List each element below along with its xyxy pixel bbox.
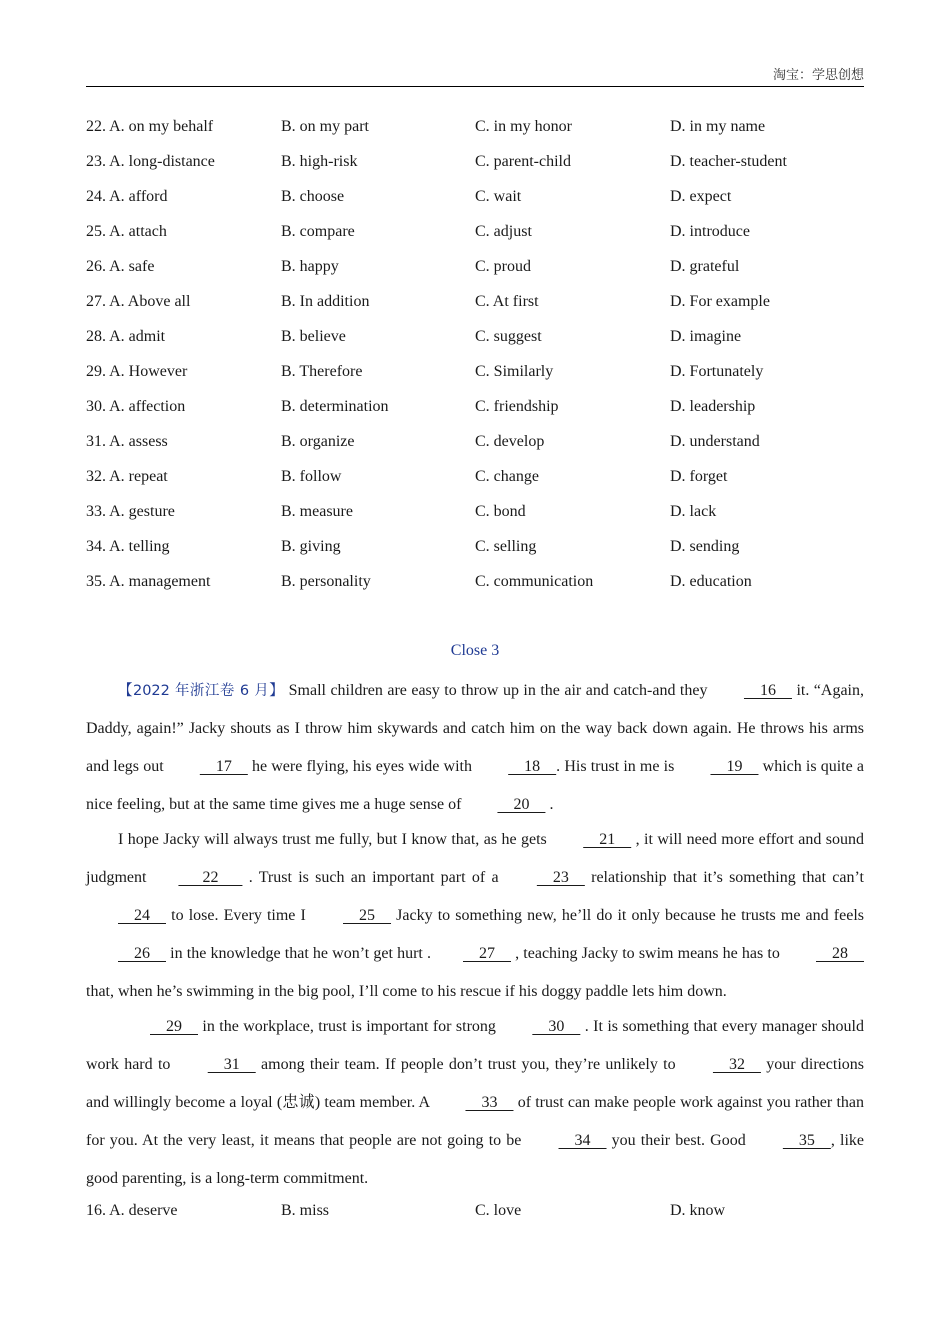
paragraph-2 xyxy=(86,821,864,1011)
option-choice: C. wait xyxy=(475,188,522,205)
passage-text: you their best. Good xyxy=(606,1132,751,1149)
option-choice: C. parent-child xyxy=(475,153,571,170)
option-choice: D. teacher-student xyxy=(670,153,787,170)
blank-slot: 22 xyxy=(178,869,243,886)
blank-slot: 17 xyxy=(199,758,248,775)
option-row xyxy=(86,571,886,593)
passage-text: which is quite a nice feeling, but at the same time gives me a huge sense of xyxy=(86,758,864,813)
option-choice: D. grateful xyxy=(670,258,740,275)
blank-slot: 33 xyxy=(465,1094,514,1111)
passage-text: to lose. Every time I xyxy=(166,907,312,924)
option-choice: B. happy xyxy=(281,258,339,275)
option-choice: C. At first xyxy=(475,293,539,310)
option-choice: C. develop xyxy=(475,433,545,450)
blank-slot: 31 xyxy=(207,1056,256,1073)
option-choice: B. determination xyxy=(281,398,389,415)
option-choice: C. friendship xyxy=(475,398,559,415)
option-choice: B. organize xyxy=(281,433,355,450)
option-choice: B. follow xyxy=(281,468,342,485)
passage-text: it. “Again, Daddy, again!” Jacky shouts as I throw him skywards and catch him on the way back down again. He throws his arms and legs out xyxy=(86,682,865,775)
option-choice: C. in my honor xyxy=(475,118,572,135)
blank-slot: 32 xyxy=(712,1056,761,1073)
option-choice: 24. A. afford xyxy=(86,188,168,205)
passage-text: . Trust is such an important part of a xyxy=(242,869,505,886)
option-row xyxy=(86,431,886,453)
option-choice: D. lack xyxy=(670,503,717,520)
option-choice: D. leadership xyxy=(670,398,756,415)
option-choice: 26. A. safe xyxy=(86,258,155,275)
passage-text: your directions and willingly become a loyal (忠诚) team member. A xyxy=(86,1056,864,1111)
blank-slot: 19 xyxy=(710,758,759,775)
option-row xyxy=(86,326,886,348)
option-choice: B. miss xyxy=(281,1202,330,1219)
blank-slot: 26 xyxy=(118,945,166,962)
option-choice: C. selling xyxy=(475,538,537,555)
option-choice: 30. A. affection xyxy=(86,398,186,415)
option-choice: C. change xyxy=(475,468,539,485)
passage-text: he were flying, his eyes wide with xyxy=(247,758,477,775)
section-title: Close 3 xyxy=(450,642,500,659)
option-row xyxy=(86,256,886,278)
option-choice: D. expect xyxy=(670,188,732,205)
paragraph-1 xyxy=(86,672,864,824)
blank-slot: 21 xyxy=(583,831,632,848)
option-choice: 31. A. assess xyxy=(86,433,168,450)
passage-text: in the knowledge that he won’t get hurt . xyxy=(166,945,431,962)
option-choice: C. suggest xyxy=(475,328,542,345)
passage-text: Jacky to something new, he’ll do it only because he trusts me and feels xyxy=(391,907,864,924)
option-row xyxy=(86,116,886,138)
blank-slot: 35 xyxy=(782,1132,831,1149)
option-choice: B. personality xyxy=(281,573,371,590)
passage-text: . xyxy=(545,796,554,813)
option-choice: D. introduce xyxy=(670,223,750,240)
exam-tag: 【2022 年浙江卷 6 月】 xyxy=(118,683,285,699)
option-choice: 29. A. However xyxy=(86,363,188,380)
option-choice: 22. A. on my behalf xyxy=(86,118,214,135)
option-row xyxy=(86,291,886,313)
passage-text: relationship that it’s something that can’t xyxy=(584,869,864,886)
option-choice: B. In addition xyxy=(281,293,370,310)
option-choice: D. imagine xyxy=(670,328,742,345)
passage-text: . His trust in me is xyxy=(556,758,679,775)
option-choice: 33. A. gesture xyxy=(86,503,175,520)
option-choice: 28. A. admit xyxy=(86,328,166,345)
option-choice: B. believe xyxy=(281,328,346,345)
passage-text: Small children are easy to throw up in the air and catch-and they xyxy=(284,682,712,699)
blank-slot: 24 xyxy=(118,907,166,924)
blank-slot: 30 xyxy=(532,1018,581,1035)
option-choice: B. on my part xyxy=(281,118,369,135)
option-row xyxy=(86,151,886,173)
option-row xyxy=(86,396,886,418)
option-choice: B. high-risk xyxy=(281,153,358,170)
blank-slot: 23 xyxy=(536,869,585,886)
option-choice: C. love xyxy=(475,1202,522,1219)
blank-slot: 29 xyxy=(150,1018,198,1035)
option-choice: B. Therefore xyxy=(281,363,363,380)
option-choice: D. know xyxy=(670,1202,726,1219)
option-choice: 16. A. deserve xyxy=(86,1202,178,1219)
passage-text: , teaching Jacky to swim means he has to xyxy=(511,945,784,962)
option-choice: B. giving xyxy=(281,538,341,555)
option-choice: 34. A. telling xyxy=(86,538,170,555)
blank-slot: 27 xyxy=(463,945,511,962)
option-row xyxy=(86,1200,886,1222)
option-choice: B. choose xyxy=(281,188,345,205)
option-row xyxy=(86,361,886,383)
option-choice: B. compare xyxy=(281,223,355,240)
passage-text: in the workplace, trust is important for strong xyxy=(198,1018,501,1035)
option-row xyxy=(86,186,886,208)
option-choice: C. communication xyxy=(475,573,594,590)
passage-text: among their team. If people don’t trust you, they’re unlikely to xyxy=(255,1056,681,1073)
option-choice: D. education xyxy=(670,573,752,590)
option-row xyxy=(86,221,886,243)
option-choice: D. sending xyxy=(670,538,740,555)
option-choice: 32. A. repeat xyxy=(86,468,168,485)
passage xyxy=(86,672,864,1195)
option-choice: D. understand xyxy=(670,433,760,450)
option-choice: 23. A. long-distance xyxy=(86,153,215,170)
paragraph-3 xyxy=(86,1008,864,1198)
option-choice: D. Fortunately xyxy=(670,363,764,380)
option-choice: D. For example xyxy=(670,293,770,310)
page-header xyxy=(86,66,864,87)
blank-slot: 28 xyxy=(816,945,864,962)
blank-slot: 18 xyxy=(508,758,557,775)
option-row xyxy=(86,501,886,523)
option-choice: 25. A. attach xyxy=(86,223,167,240)
passage-text: I hope Jacky will always trust me fully, but I know that, as he gets xyxy=(118,831,552,848)
option-choice: B. measure xyxy=(281,503,353,520)
passage-text: of trust can make people work against you rather than for you. At the very least, it means that people are not going to be xyxy=(86,1094,865,1149)
blank-slot: 16 xyxy=(743,682,792,699)
passage-text: , it will need more effort and sound judgment xyxy=(86,831,865,886)
option-choice: D. in my name xyxy=(670,118,766,135)
passage-text: . It is something that every manager should work hard to xyxy=(86,1018,865,1073)
option-choice: C. proud xyxy=(475,258,531,275)
option-row xyxy=(86,466,886,488)
option-choice: C. Similarly xyxy=(475,363,554,380)
option-choice: 27. A. Above all xyxy=(86,293,191,310)
option-choice: C. adjust xyxy=(475,223,532,240)
option-choice: C. bond xyxy=(475,503,526,520)
passage-text: that, when he’s swimming in the big pool, I’ll come to his rescue if his doggy paddle lets him down. xyxy=(86,983,727,1000)
option-row xyxy=(86,536,886,558)
passage-text: , like good parenting, is a long-term commitment. xyxy=(86,1132,864,1187)
option-choice: D. forget xyxy=(670,468,728,485)
blank-slot: 25 xyxy=(343,907,392,924)
blank-slot: 34 xyxy=(558,1132,607,1149)
header-text: 淘宝：学思创想 xyxy=(772,68,864,83)
option-choice: 35. A. management xyxy=(86,573,211,590)
blank-slot: 20 xyxy=(497,796,546,813)
